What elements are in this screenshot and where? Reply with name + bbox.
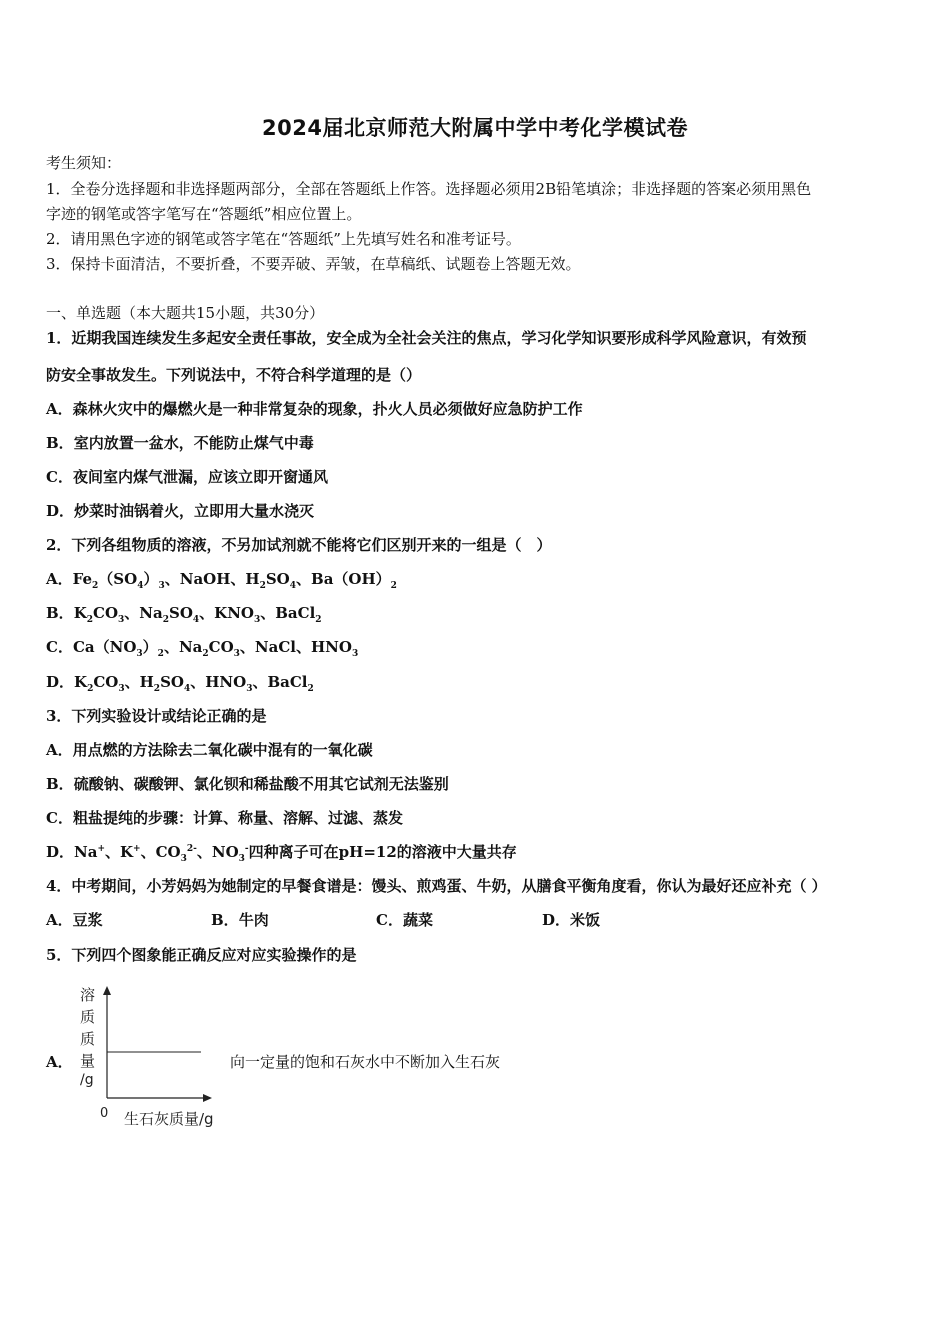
graph-y-label-char-1: 溶 (80, 986, 96, 1004)
q1-stem-line-1: 1．近期我国连续发生多起安全责任事故，安全成为全社会关注的焦点，学习化学知识要形成科学风险意识，有效预 (46, 329, 807, 347)
graph-y-label-char-3: 质 (80, 1030, 96, 1048)
q4-option-d: D．米饭 (542, 911, 601, 929)
q2-option-c: C．$Ca(NO_3)_2$、$Na_2CO_3$、NaCl、$HNO_3$ (46, 638, 359, 659)
notice-heading: 考生须知： (46, 154, 122, 172)
graph-x-label: 生石灰质量/g (124, 1110, 214, 1128)
graph-x-arrow (203, 1094, 212, 1102)
q2-option-b: B．$K_2CO_3$、$Na_2SO_4$、$KNO_3$、BaCl$_2$ (46, 604, 322, 625)
q4-option-c: C．蔬菜 (376, 911, 433, 929)
q2-option-d: D．$K_2CO_3$、$H_2SO_4$、$HNO_3$、BaCl$_2$ (46, 673, 314, 694)
notice-item-3: 3．保持卡面清洁，不要折叠，不要弄破、弄皱，在草稿纸、试题卷上答题无效。 (46, 255, 581, 273)
q1-option-a: A．森林火灾中的爆燃火是一种非常复杂的现象，扑火人员必须做好应急防护工作 (46, 400, 583, 418)
q2-stem: 2．下列各组物质的溶液，不另加试剂就不能将它们区别开来的一组是（ ） (46, 536, 552, 554)
q1-stem-line-2: 防安全事故发生。下列说法中，不符合科学道理的是（） (46, 366, 422, 384)
q4-stem: 4．中考期间，小芳妈妈为她制定的早餐食谱是：馒头、煎鸡蛋、牛奶，从膳食平衡角度看，你认为最好还应补充（ ） (46, 877, 827, 895)
q3-option-b: B．硫酸钠、碳酸钾、氯化钡和稀盐酸不用其它试剂无法鉴别 (46, 775, 449, 793)
q4-option-a: A．豆浆 (46, 911, 103, 929)
graph-y-label-char-4: 量 (80, 1052, 96, 1070)
q5-option-a-label: A． (46, 1053, 73, 1071)
q5-graph-a (96, 984, 216, 1104)
graph-y-arrow (103, 986, 111, 995)
q3-stem: 3．下列实验设计或结论正确的是 (46, 707, 267, 725)
section-heading: 一、单选题（本大题共15小题，共30分） (46, 304, 325, 322)
q1-option-d: D．炒菜时油锅着火，立即用大量水浇灭 (46, 502, 315, 520)
graph-y-label-char-2: 质 (80, 1008, 96, 1026)
notice-item-2: 2．请用黑色字迹的钢笔或答字笔在“答题纸”上先填写姓名和准考证号。 (46, 230, 521, 248)
q5-stem: 5．下列四个图象能正确反应对应实验操作的是 (46, 946, 357, 964)
graph-origin: 0 (100, 1106, 109, 1121)
q1-option-b: B．室内放置一盆水，不能防止煤气中毒 (46, 434, 314, 452)
exam-title: 2024届北京师范大附属中学中考化学模试卷 (262, 116, 688, 140)
q3-option-a: A．用点燃的方法除去二氧化碳中混有的一氧化碳 (46, 741, 373, 759)
q4-option-b: B．牛肉 (211, 911, 269, 929)
graph-y-unit: /g (80, 1072, 94, 1088)
q3-option-c: C．粗盐提纯的步骤：计算、称量、溶解、过滤、蒸发 (46, 809, 403, 827)
q4-options (46, 909, 746, 929)
q5-option-a-description: 向一定量的饱和石灰水中不断加入生石灰 (230, 1053, 501, 1071)
q3-option-d: D．Na+、K+、$CO_3^{2-}$、$NO_3^-$四种离子可在pH=12的溶液中大量共存 (46, 843, 517, 864)
notice-item-1-line-1: 1．全卷分选择题和非选择题两部分，全部在答题纸上作答。选择题必须用2B铅笔填涂；非选择题的答案必须用黑色 (46, 180, 812, 198)
q2-option-a: A．$Fe_2(SO_4)_3$、NaOH、$H_2SO_4$、$Ba(OH)_2$ (46, 570, 397, 591)
notice-item-1-line-2: 字迹的钢笔或答字笔写在“答题纸”相应位置上。 (46, 205, 362, 223)
q1-option-c: C．夜间室内煤气泄漏，应该立即开窗通风 (46, 468, 328, 486)
